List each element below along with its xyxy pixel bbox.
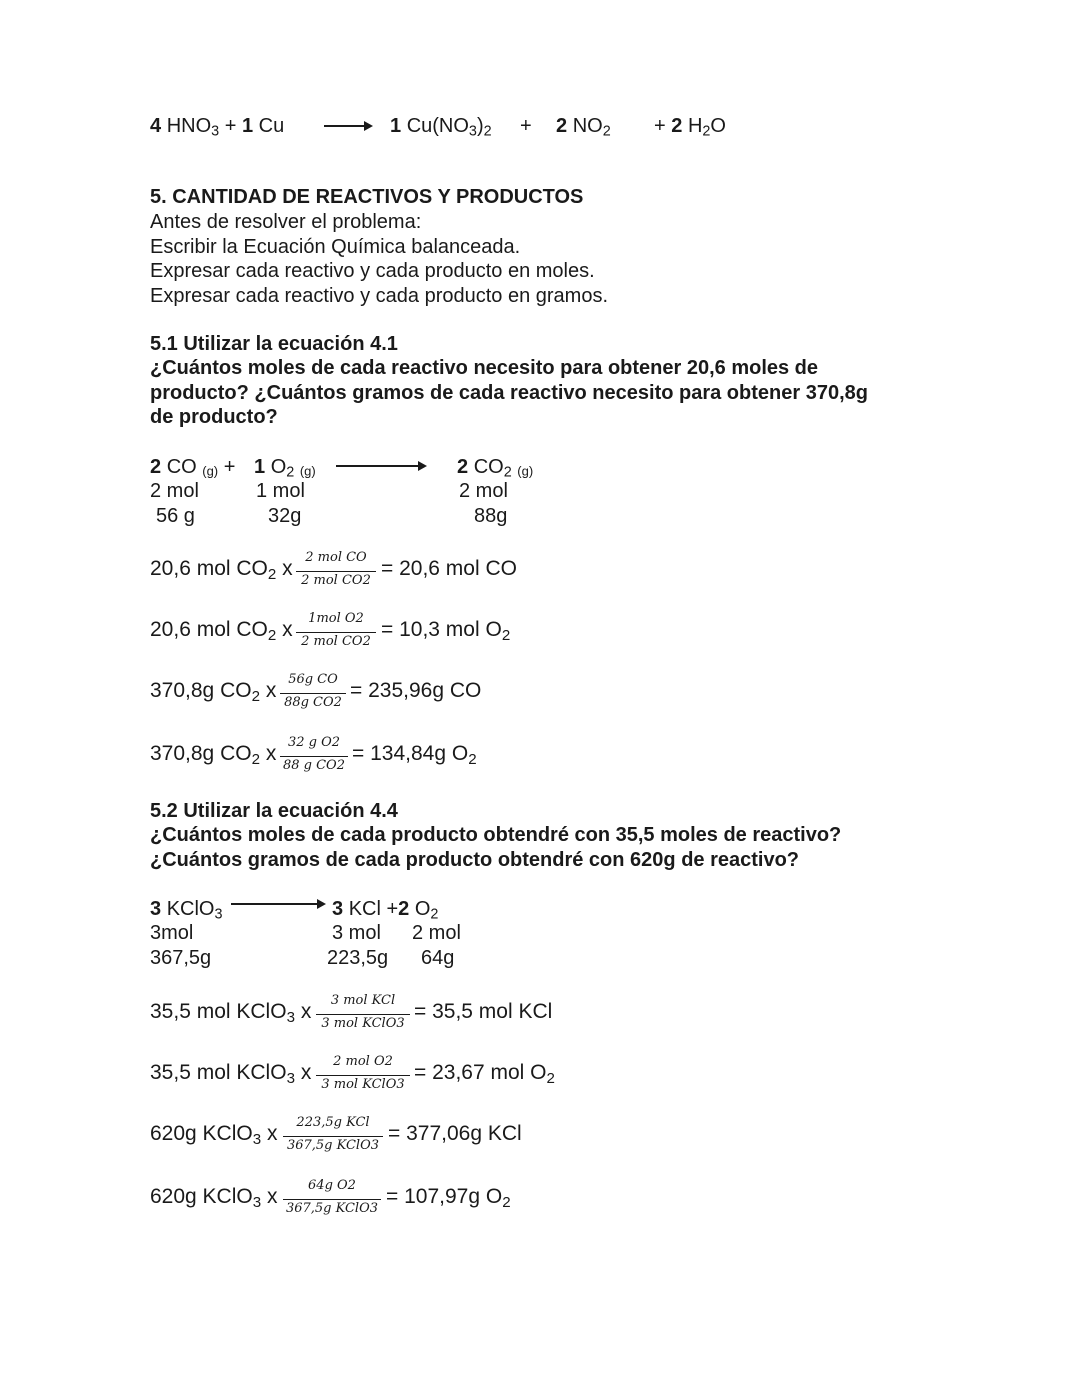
instruction-line: Antes de resolver el problema: <box>150 211 422 233</box>
calc-result: = 134,84g $O_2$ <box>352 742 477 768</box>
fraction-bar <box>283 1136 383 1137</box>
conversion-factor: 56g CO 88g CO2 <box>280 673 346 713</box>
calc-result: = 35,5 mol KCl <box>414 1000 553 1023</box>
section-5-2-heading: 5.2 Utilizar la ecuación 4.4 <box>150 800 398 822</box>
reaction-arrow-head <box>364 121 373 131</box>
conversion-factor: 3 mol KCl 3 mol KClO3 <box>316 994 410 1034</box>
moles-value: 2 mol <box>412 922 461 944</box>
equation-top-product-1: 1 $Cu(NO_3)_2$ <box>390 115 492 140</box>
calc-given: 20,6 mol $CO_2$ x <box>150 557 293 583</box>
reaction-arrow <box>336 465 420 467</box>
moles-value: 2 mol <box>150 480 199 502</box>
reaction-arrow <box>231 903 319 905</box>
equation-5-1-reactant-1: 2 CO (g) + <box>150 456 236 479</box>
section-5-1-question <box>150 356 868 430</box>
calc-given: 20,6 mol $CO_2$ x <box>150 618 293 644</box>
instruction-line: Expresar cada reactivo y cada producto en moles. <box>150 260 595 282</box>
section-5-2-question <box>150 823 841 872</box>
reaction-arrow-head <box>418 461 427 471</box>
grams-value: 64g <box>421 947 455 969</box>
question-line: ¿Cuántos moles de cada reactivo necesito para obtener 20,6 moles de <box>150 357 819 379</box>
calc-result: = 10,3 mol $O_2$ <box>381 618 511 644</box>
calc-result: = 23,67 mol $O_2$ <box>414 1061 555 1087</box>
reaction-arrow-head <box>317 899 326 909</box>
conversion-factor: 2 mol O2 3 mol KClO3 <box>316 1055 410 1095</box>
instruction-line: Escribir la Ecuación Química balanceada. <box>150 235 521 258</box>
calc-given: 620g KClO$_3$ x <box>150 1122 278 1148</box>
fraction-bar <box>296 571 376 572</box>
moles-value: 3 mol <box>332 922 381 944</box>
calc-given: 370,8g $CO_2$ x <box>150 679 277 705</box>
conversion-factor: 223,5g KCl 367,5g KClO3 <box>283 1116 383 1156</box>
equation-5-1-reactant-2: 1 $O_2$ (g) <box>254 456 316 481</box>
conversion-factor: 64g O2 367,5g KClO3 <box>283 1179 381 1219</box>
grams-value: 32g <box>268 505 302 527</box>
calc-result: = 377,06g KCl <box>388 1122 522 1145</box>
section-5-1-heading: 5.1 Utilizar la ecuación 4.1 <box>150 333 398 355</box>
reaction-arrow <box>324 125 366 127</box>
fraction-bar <box>283 1199 381 1200</box>
moles-value: 3mol <box>150 922 194 944</box>
section-5-instructions <box>150 210 608 308</box>
section-5-title: 5. CANTIDAD DE REACTIVOS Y PRODUCTOS <box>150 186 584 208</box>
calc-given: 35,5 mol KClO$_3$ x <box>150 1000 312 1026</box>
conversion-factor: 2 mol CO 2 mol CO2 <box>296 551 376 591</box>
question-line: producto? ¿Cuántos gramos de cada reactivo necesito para obtener 370,8g <box>150 381 868 404</box>
grams-value: 56 g <box>156 505 195 527</box>
question-line: de producto? <box>150 406 278 428</box>
calc-result: = 107,97g $O_2$ <box>386 1185 511 1211</box>
calc-given: 370,8g $CO_2$ x <box>150 742 277 768</box>
equation-top-reactants: 4 $HNO_3 + 1$ Cu <box>150 115 285 140</box>
fraction-bar <box>280 756 348 757</box>
question-line: ¿Cuántos moles de cada producto obtendré con 35,5 moles de reactivo? <box>150 824 842 846</box>
fraction-bar <box>316 1075 410 1076</box>
grams-value: 223,5g <box>327 947 389 969</box>
calc-given: 620g KClO$_3$ x <box>150 1185 278 1211</box>
equation-5-1-product-1: 2 $CO_2$ (g) <box>457 456 534 481</box>
conversion-factor: 1mol O2 2 mol CO2 <box>296 612 376 652</box>
fraction-bar <box>316 1014 410 1015</box>
fraction-bar <box>296 632 376 633</box>
equation-top-plus-2: + <box>520 115 532 137</box>
calc-result: = 20,6 mol CO <box>381 557 517 580</box>
equation-5-2-reactant-1: 3 KClO$_3$ <box>150 898 223 923</box>
calc-given: 35,5 mol KClO$_3$ x <box>150 1061 312 1087</box>
calc-result: = 235,96g CO <box>350 679 482 702</box>
moles-value: 1 mol <box>256 480 305 502</box>
grams-value: 367,5g <box>150 947 212 969</box>
conversion-factor: 32 g O2 88 g CO2 <box>280 736 348 776</box>
fraction-bar <box>280 693 346 694</box>
equation-top-product-2: 2 $NO_2$ <box>556 115 611 140</box>
equation-5-2-products: 3 KCl +2 $O_2$ <box>332 898 439 923</box>
grams-value: 88g <box>474 505 508 527</box>
instruction-line: Expresar cada reactivo y cada producto en gramos. <box>150 284 609 307</box>
moles-value: 2 mol <box>459 480 508 502</box>
question-line: ¿Cuántos gramos de cada producto obtendré con 620g de reactivo? <box>150 848 800 871</box>
equation-top-product-3: + 2 $H_2O$ <box>654 115 726 140</box>
